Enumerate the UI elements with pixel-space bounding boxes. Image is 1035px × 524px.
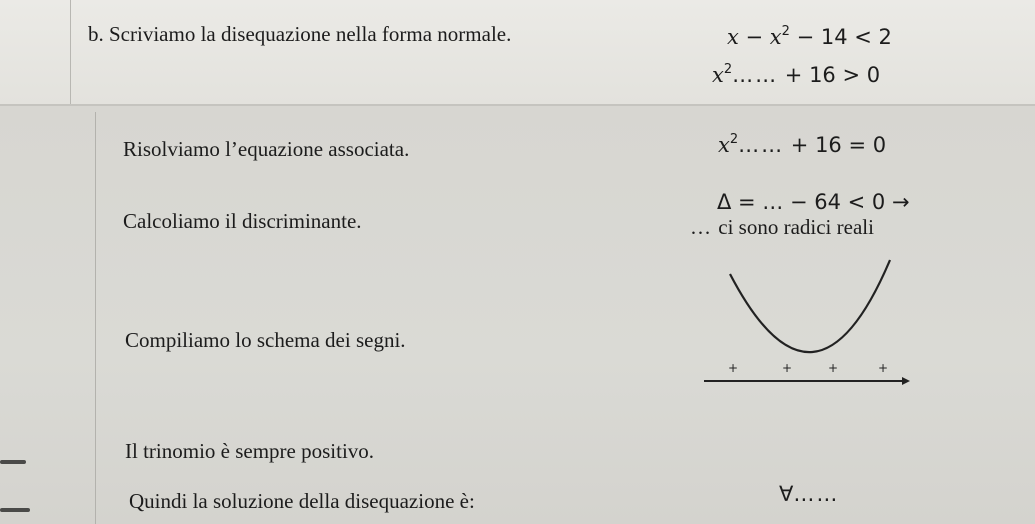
sign-plus: + (878, 361, 889, 375)
fill-blank: …… (793, 482, 840, 506)
discriminant-expression: Δ = … − 64 < 0 → (717, 190, 910, 214)
fill-blank: …… (738, 133, 785, 157)
sign-chart (690, 252, 920, 392)
parabola-curve (730, 260, 890, 352)
discriminant-result: … ci sono radici reali (690, 215, 874, 239)
conclusion-text: Il trinomio è sempre positivo. (125, 439, 375, 463)
equation-label: Risolviamo l’equazione associata. (123, 137, 410, 161)
solution-label: Quindi la soluzione della disequazione è: (129, 489, 475, 513)
discriminant-label: Calcoliamo il discriminante. (123, 209, 362, 233)
margin-mark (0, 460, 26, 464)
sign-plus: + (828, 361, 839, 375)
sign-plus: + (782, 361, 793, 375)
sign-plus: + (728, 361, 739, 375)
inequality-normal-form: $x^2\dots\dots + 16 > 0$ (712, 62, 881, 87)
fill-blank: …… (732, 63, 779, 87)
sign-chart-label: Compiliamo lo schema dei segni. (125, 328, 406, 352)
fill-blank: … (690, 215, 713, 239)
for-all-symbol: ∀ (779, 482, 794, 506)
top-section (0, 0, 1035, 104)
solution-answer (779, 482, 839, 506)
axis-arrow (902, 377, 910, 385)
associated-equation: $x^2\dots\dots + 16 = 0$ (718, 132, 887, 157)
margin-mark (0, 508, 30, 512)
margin-rule-bottom (95, 112, 96, 524)
problem-label: b. Scriviamo la disequazione nella forma normale. (88, 22, 512, 46)
margin-rule-top (70, 0, 71, 104)
inequality-original: $x - x^2 - 14 < 2$ (727, 24, 892, 49)
